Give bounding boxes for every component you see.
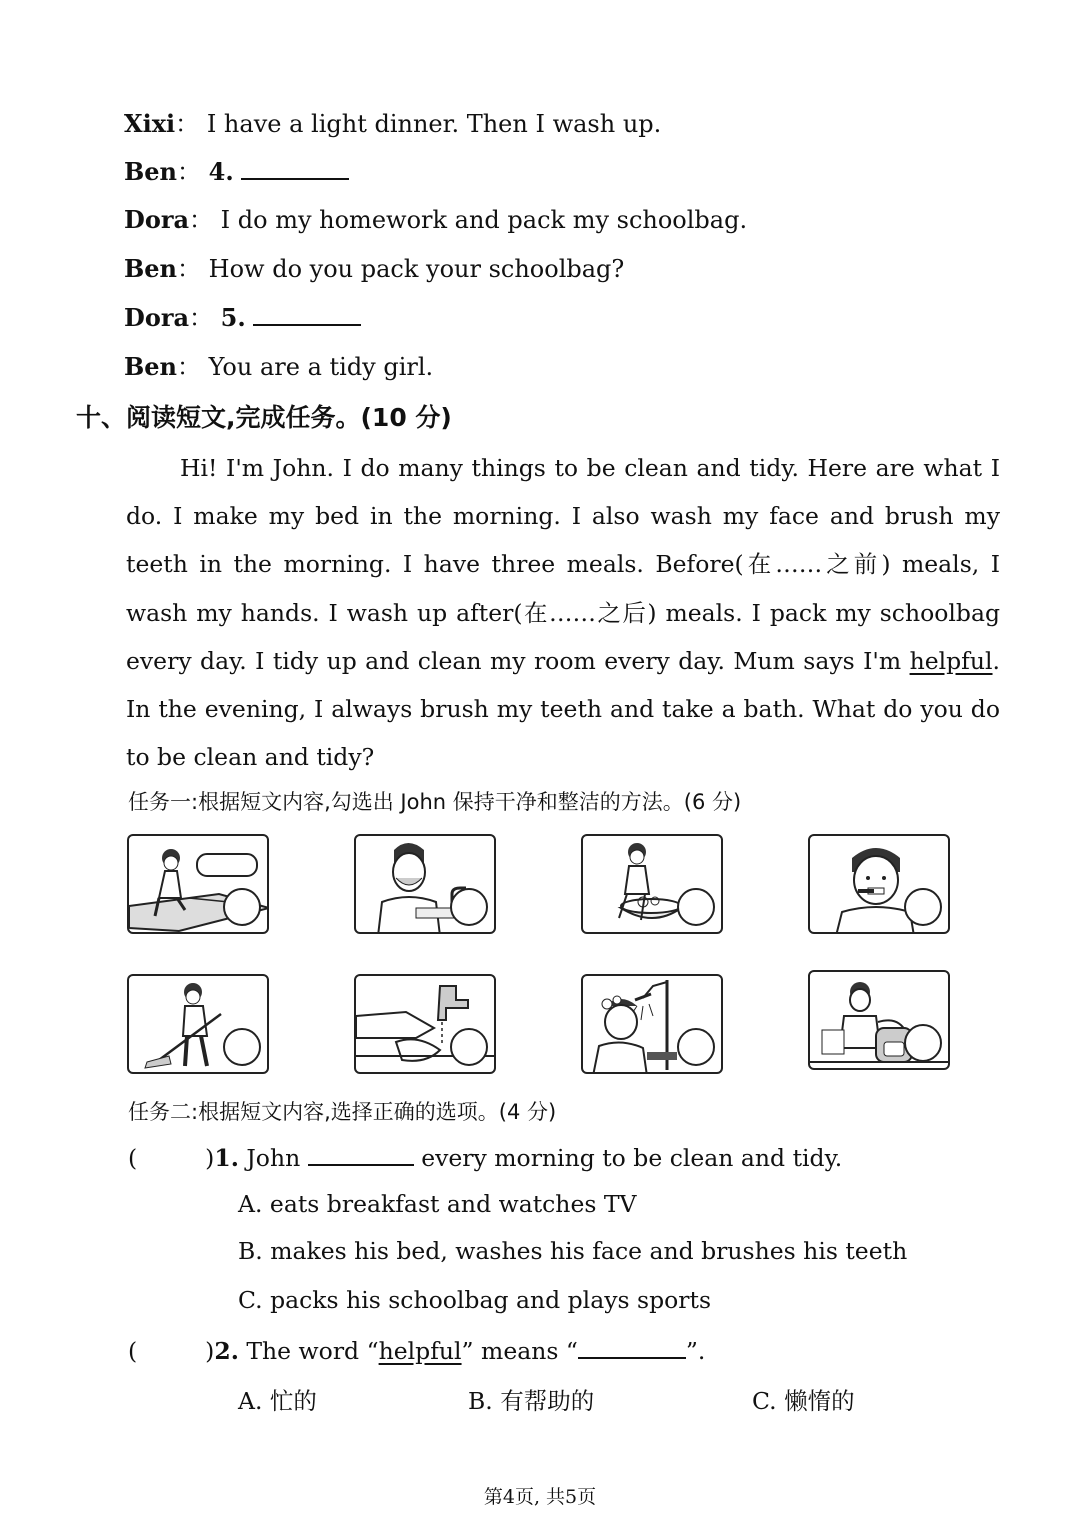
take-shower-picture: [581, 974, 723, 1074]
wash-face-picture: [354, 834, 496, 934]
check-circle[interactable]: [677, 888, 715, 926]
dialogue-line: Dora： 5.: [124, 302, 361, 334]
dialogue-line: Xixi： I have a light dinner. Then I wash up.: [124, 109, 662, 138]
underlined-word: helpful: [378, 1337, 462, 1365]
speaker-name: Ben: [124, 352, 178, 381]
make-bed-picture: [127, 834, 269, 934]
task1-title: 任务一:根据短文内容,勾选出 John 保持干净和整洁的方法。(6 分): [128, 790, 742, 814]
pack-schoolbag-picture: [808, 970, 950, 1070]
check-circle[interactable]: [904, 1024, 942, 1062]
wash-dishes-picture: [581, 834, 723, 934]
answer-blank[interactable]: [308, 1142, 414, 1166]
dialogue-line: Dora： I do my homework and pack my schoolbag.: [124, 205, 748, 234]
answer-blank[interactable]: [241, 156, 349, 180]
option-b[interactable]: B. 有帮助的: [468, 1387, 595, 1415]
check-circle[interactable]: [223, 1028, 261, 1066]
dialogue-text: I do my homework and pack my schoolbag.: [220, 206, 748, 234]
section-title: 十、阅读短文,完成任务。(10 分): [76, 403, 452, 432]
answer-blank[interactable]: [253, 302, 361, 326]
dialogue-text: How do you pack your schoolbag?: [208, 255, 625, 283]
option-a[interactable]: A. eats breakfast and watches TV: [238, 1190, 637, 1218]
dialogue-line: Ben： 4.: [124, 156, 349, 188]
dialogue-text: I have a light dinner. Then I wash up.: [206, 110, 662, 138]
dialogue-line: Ben： How do you pack your schoolbag?: [124, 254, 625, 283]
speaker-name: Dora: [124, 205, 190, 234]
speaker-name: Xixi: [124, 109, 176, 138]
dialogue-text: You are a tidy girl.: [208, 353, 434, 381]
speaker-name: Ben: [124, 254, 178, 283]
check-circle[interactable]: [450, 1028, 488, 1066]
task2-title: 任务二:根据短文内容,选择正确的选项。(4 分): [128, 1100, 557, 1124]
answer-blank[interactable]: [578, 1335, 686, 1359]
reading-passage: Hi! I'm John. I do many things to be clean and tidy. Here are what I do. I make my bed in the morning. I also wash my face and brush my teeth in the morning. I have three meals. Before(在……之前) meals, I wash my hands. I wash up after(在……之后) meals. I pack my schoolbag every day. I tidy up and clean my room every day. Mum says I'm helpful. In the evening, I always brush my teeth and take a bath. What do you do to be clean and tidy?: [126, 454, 1000, 772]
question-1: ( )1. John every morning to be clean and tidy.: [128, 1144, 843, 1172]
check-circle[interactable]: [450, 888, 488, 926]
wash-hands-picture: [354, 974, 496, 1074]
option-c[interactable]: C. 懒惰的: [752, 1387, 855, 1415]
brush-teeth-picture: [808, 834, 950, 934]
speaker-name: Ben: [124, 157, 178, 186]
option-a[interactable]: A. 忙的: [238, 1387, 317, 1415]
page-footer: 第4页, 共5页: [483, 1486, 597, 1508]
sweep-floor-picture: [127, 974, 269, 1074]
question-number: 5.: [220, 303, 246, 332]
underlined-word: helpful: [909, 646, 993, 675]
dialogue-line: Ben： You are a tidy girl.: [124, 352, 434, 381]
question-number: 4.: [208, 157, 234, 186]
check-circle[interactable]: [677, 1028, 715, 1066]
check-circle[interactable]: [904, 888, 942, 926]
question-2: ( )2. The word “helpful” means “ ”.: [128, 1337, 706, 1365]
check-circle[interactable]: [223, 888, 261, 926]
speaker-name: Dora: [124, 303, 190, 332]
option-b[interactable]: B. makes his bed, washes his face and brushes his teeth: [238, 1237, 908, 1265]
option-c[interactable]: C. packs his schoolbag and plays sports: [238, 1286, 712, 1314]
